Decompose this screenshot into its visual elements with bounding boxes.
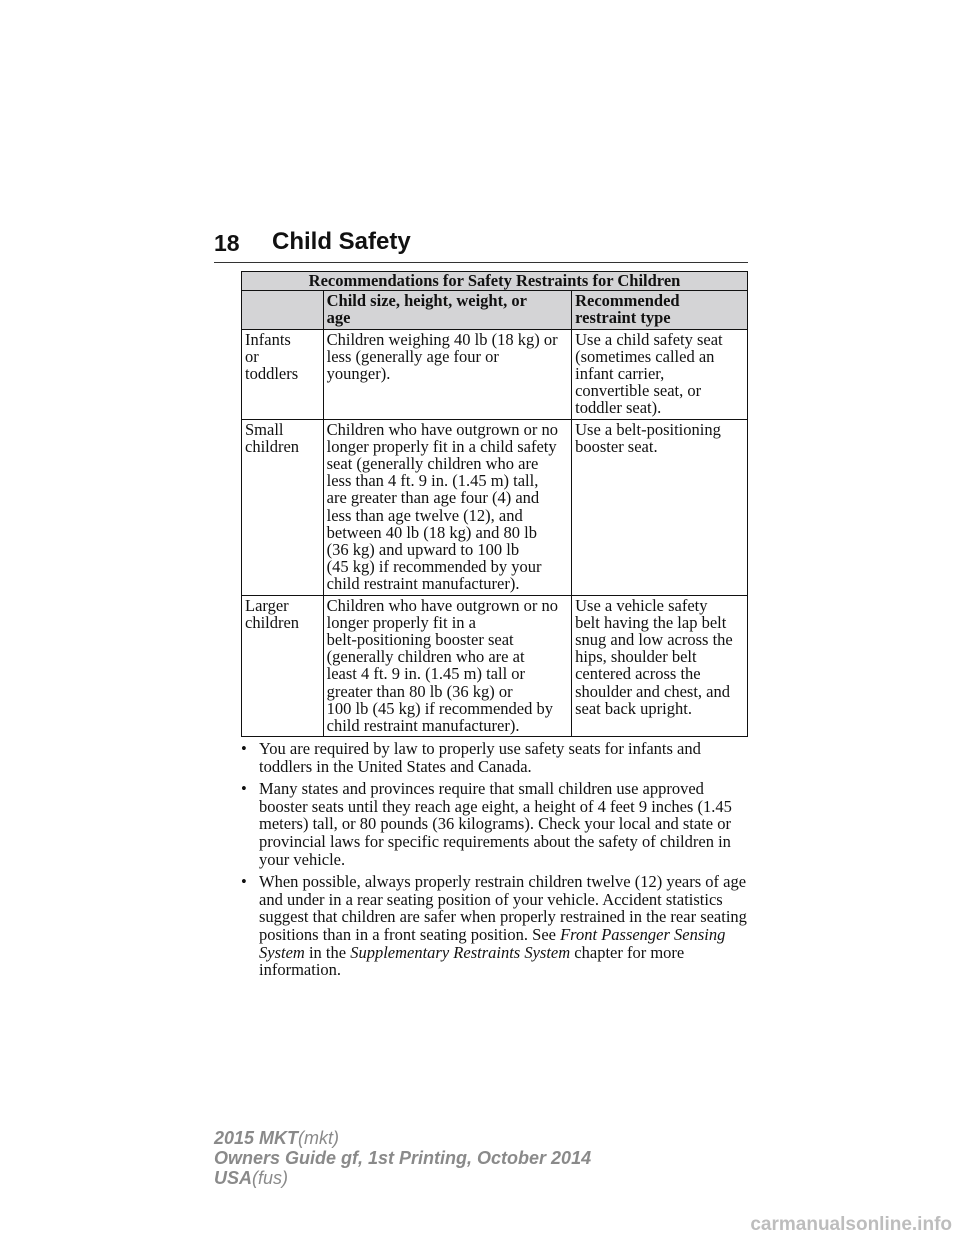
footer-line-printing: Owners Guide gf, 1st Printing, October 2014 bbox=[214, 1148, 592, 1168]
header-cell-child-size: Child size, height, weight, or age bbox=[323, 291, 571, 329]
table-cell: Small children bbox=[242, 419, 324, 595]
table-caption-row bbox=[242, 272, 748, 291]
header-cell-restraint-type: Recommended restraint type bbox=[572, 291, 748, 329]
bullet-text: chapter for more information. bbox=[259, 942, 685, 980]
bullet-marker: • bbox=[241, 739, 247, 758]
table-row bbox=[242, 329, 748, 419]
table-caption: Recommendations for Safety Restraints for Children bbox=[242, 272, 748, 291]
table-row bbox=[242, 419, 748, 595]
print-footer bbox=[214, 1128, 591, 1188]
bullet-text: You are required by law to properly use safety seats for infants and toddlers in the United States and Canada. bbox=[259, 739, 701, 776]
table-cell: Children who have outgrown or no longer properly fit in a belt-positioning booster seat (generally children who are at least 4 ft. 9 in. (1.45 m) tall or greater than 80 lb (36 kg) or 100 lb (45 kg) if recommended by child restraint manufacturer). bbox=[323, 595, 571, 737]
table-cell: Children who have outgrown or no longer properly fit in a child safety seat (generally children who are less than 4 ft. 9 in. (1.45 m) tall, are greater than age four (4) and less than age twelve (12), and between 40 lb (18 kg) and 80 lb (36 kg) and upward to 100 lb (45 kg) if recommended by your child restraint manufacturer). bbox=[323, 419, 571, 595]
header-cell-category bbox=[242, 291, 324, 329]
list-item bbox=[241, 780, 756, 868]
list-item bbox=[241, 740, 756, 775]
table-cell: Children weighing 40 lb (18 kg) or less (generally age four or younger). bbox=[323, 329, 571, 419]
bullet-list bbox=[241, 740, 756, 984]
footer-line-market: USA(fus) bbox=[214, 1168, 289, 1188]
bullet-marker: • bbox=[241, 779, 247, 799]
bullet-marker: • bbox=[241, 872, 247, 892]
table-header-row bbox=[242, 291, 748, 329]
bullet-text: in the bbox=[304, 942, 351, 962]
table-row bbox=[242, 595, 748, 737]
site-watermark: carmanualsonline.info bbox=[750, 1214, 952, 1235]
bullet-text: When possible, always properly restrain children twelve (12) years of age and under in a rear seating position of your vehicle. Accident statistics suggest that children are safer when properly restrained in the rear seating positions than in a front seating position. See bbox=[259, 872, 747, 944]
table-cell: Use a child safety seat (sometimes called an infant carrier, convertible seat, or toddler seat). bbox=[572, 329, 748, 419]
bullet-text: Many states and provinces require that small children use approved booster seats until they reach age eight, a height of 4 feet 9 inches (1.45 meters) tall, or 80 pounds (36 kilograms). Check your local and state or provincial laws for specific requirements about the safety of children in your vehicle. bbox=[259, 779, 732, 869]
section-title: Child Safety bbox=[272, 228, 411, 255]
restraints-table bbox=[241, 271, 748, 737]
table-cell: Infants or toddlers bbox=[242, 329, 324, 419]
table-cell: Larger children bbox=[242, 595, 324, 737]
cross-reference-link: Supplementary Restraints System bbox=[350, 942, 571, 962]
table-cell: Use a belt-positioning booster seat. bbox=[572, 419, 748, 595]
table-cell: Use a vehicle safety belt having the lap belt snug and low across the hips, shoulder belt centered across the shoulder and chest, and seat back upright. bbox=[572, 595, 748, 737]
cross-reference-link: Front Passenger Sensing System bbox=[259, 924, 726, 962]
page-number: 18 bbox=[214, 230, 240, 256]
list-item bbox=[241, 873, 756, 979]
footer-line-model: 2015 MKT(mkt) bbox=[214, 1128, 340, 1148]
page-header bbox=[214, 226, 748, 263]
